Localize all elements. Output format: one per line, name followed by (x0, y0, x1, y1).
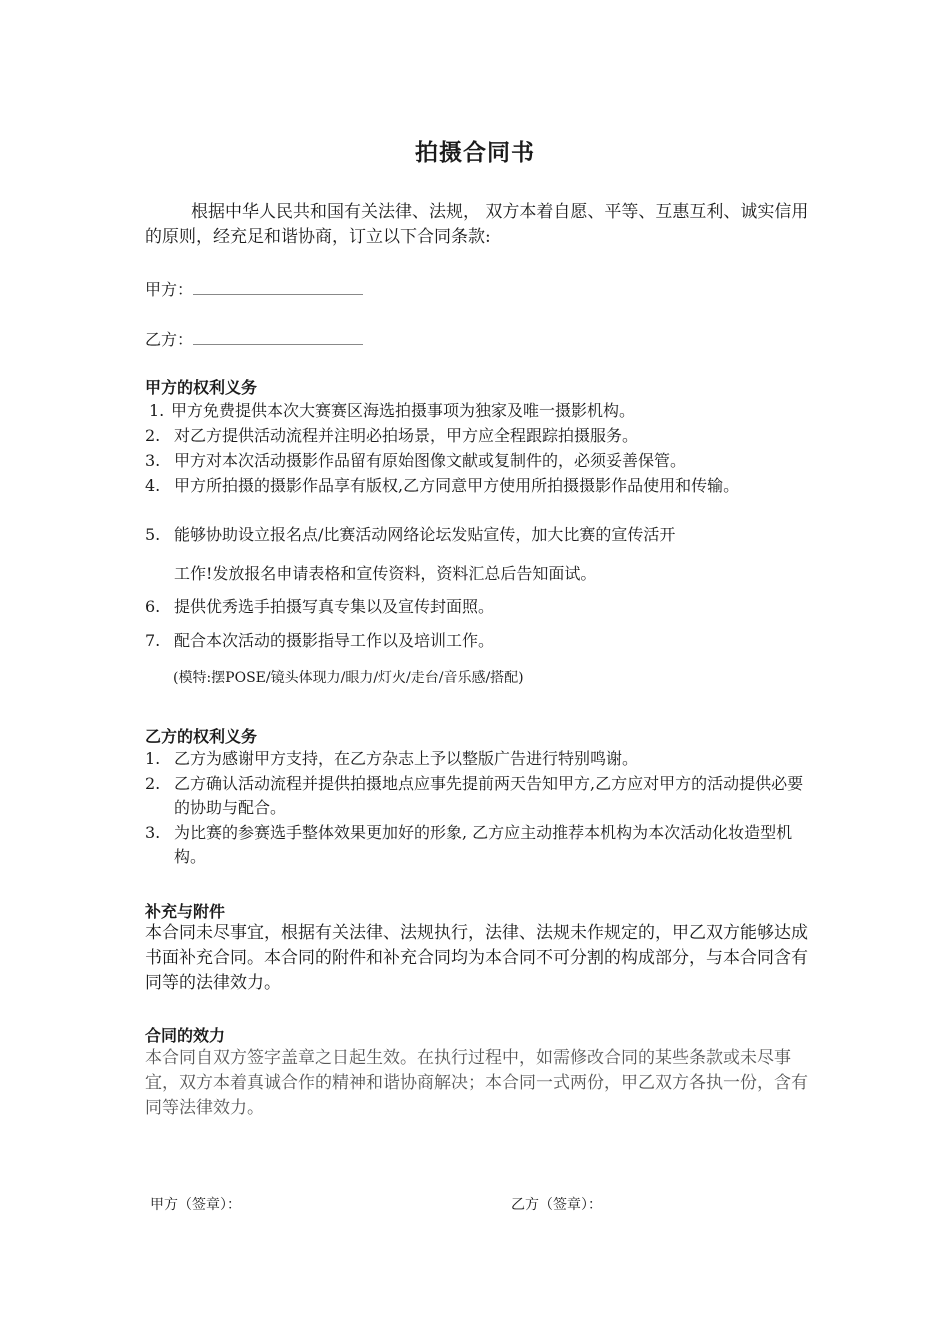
validity-paragraph: 本合同自双方签字盖章之日起生效。在执行过程中，如需修改合同的某些条款或未尽事宜，双方本着真诚合作的精神和谐协商解决；本合同一式两份，甲乙双方各执一份，含有同等法律效力。 (145, 1048, 808, 1118)
list-item-continuation: 工作!发放报名申请表格和宣传资料，资料汇总后告知面试。 (174, 564, 597, 583)
section-d-heading: 合同的效力 (145, 1026, 226, 1045)
list-item: 2. 乙方确认活动流程并提供拍摄地点应事先提前两天告知甲方,乙方应对甲方的活动提供必要的协助与配合。 (145, 774, 804, 817)
party-a-signature: 甲方（签章）： (150, 1197, 241, 1213)
list-item: 5. 能够协助设立报名点/比赛活动网络论坛发贴宣传，加大比赛的宣传活开 (145, 525, 676, 544)
list-item: 1. 乙方为感谢甲方支持，在乙方杂志上予以整版广告进行特别鸣谢。 (145, 749, 639, 768)
list-item: 2. 对乙方提供活动流程并注明必拍场景，甲方应全程跟踪拍摄服务。 (145, 426, 639, 445)
section-c-heading: 补充与附件 (145, 902, 226, 921)
party-b-blank (193, 328, 363, 345)
party-a-field (145, 277, 363, 300)
section-b-heading: 乙方的权利义务 (145, 727, 258, 746)
document-title: 拍摄合同书 (415, 140, 535, 166)
intro-paragraph: 根据中华人民共和国有关法律、法规， 双方本着自愿、平等、互惠互利、诚实信用的原则，经充足和谐协商，订立以下合同条款: (145, 202, 809, 247)
party-b-signature: 乙方（签章）： (511, 1197, 602, 1213)
list-item: 3. 为比赛的参赛选手整体效果更加好的形象, 乙方应主动推荐本机构为本次活动化妆造型机构。 (145, 823, 793, 866)
list-item: 6. 提供优秀选手拍摄写真专集以及宣传封面照。 (145, 597, 495, 616)
party-a-label: 甲方： (145, 280, 194, 299)
list-item: 7. 配合本次活动的摄影指导工作以及培训工作。 (145, 631, 495, 650)
supplement-paragraph: 本合同未尽事宜，根据有关法律、法规执行，法律、法规未作规定的，甲乙双方能够达成书面补充合同。本合同的附件和补充合同均为本合同不可分割的构成部分，与本合同含有同等的法律效力。 (145, 923, 808, 993)
party-b-label: 乙方： (145, 330, 194, 349)
list-item: 4. 甲方所拍摄的摄影作品享有版权,乙方同意甲方使用所拍摄摄影作品使用和传输。 (145, 476, 740, 495)
model-note: (模特:摆POSE/镜头体现力/眼力/灯火/走台/音乐感/搭配) (173, 670, 524, 686)
list-item: 3. 甲方对本次活动摄影作品留有原始图像文献或复制件的，必须妥善保管。 (145, 451, 687, 470)
list-item: 1. 甲方免费提供本次大赛赛区海选拍摄事项为独家及唯一摄影机构。 (149, 401, 636, 420)
section-a-heading: 甲方的权利义务 (145, 378, 258, 397)
party-b-field (145, 327, 363, 350)
party-a-blank (193, 278, 363, 295)
